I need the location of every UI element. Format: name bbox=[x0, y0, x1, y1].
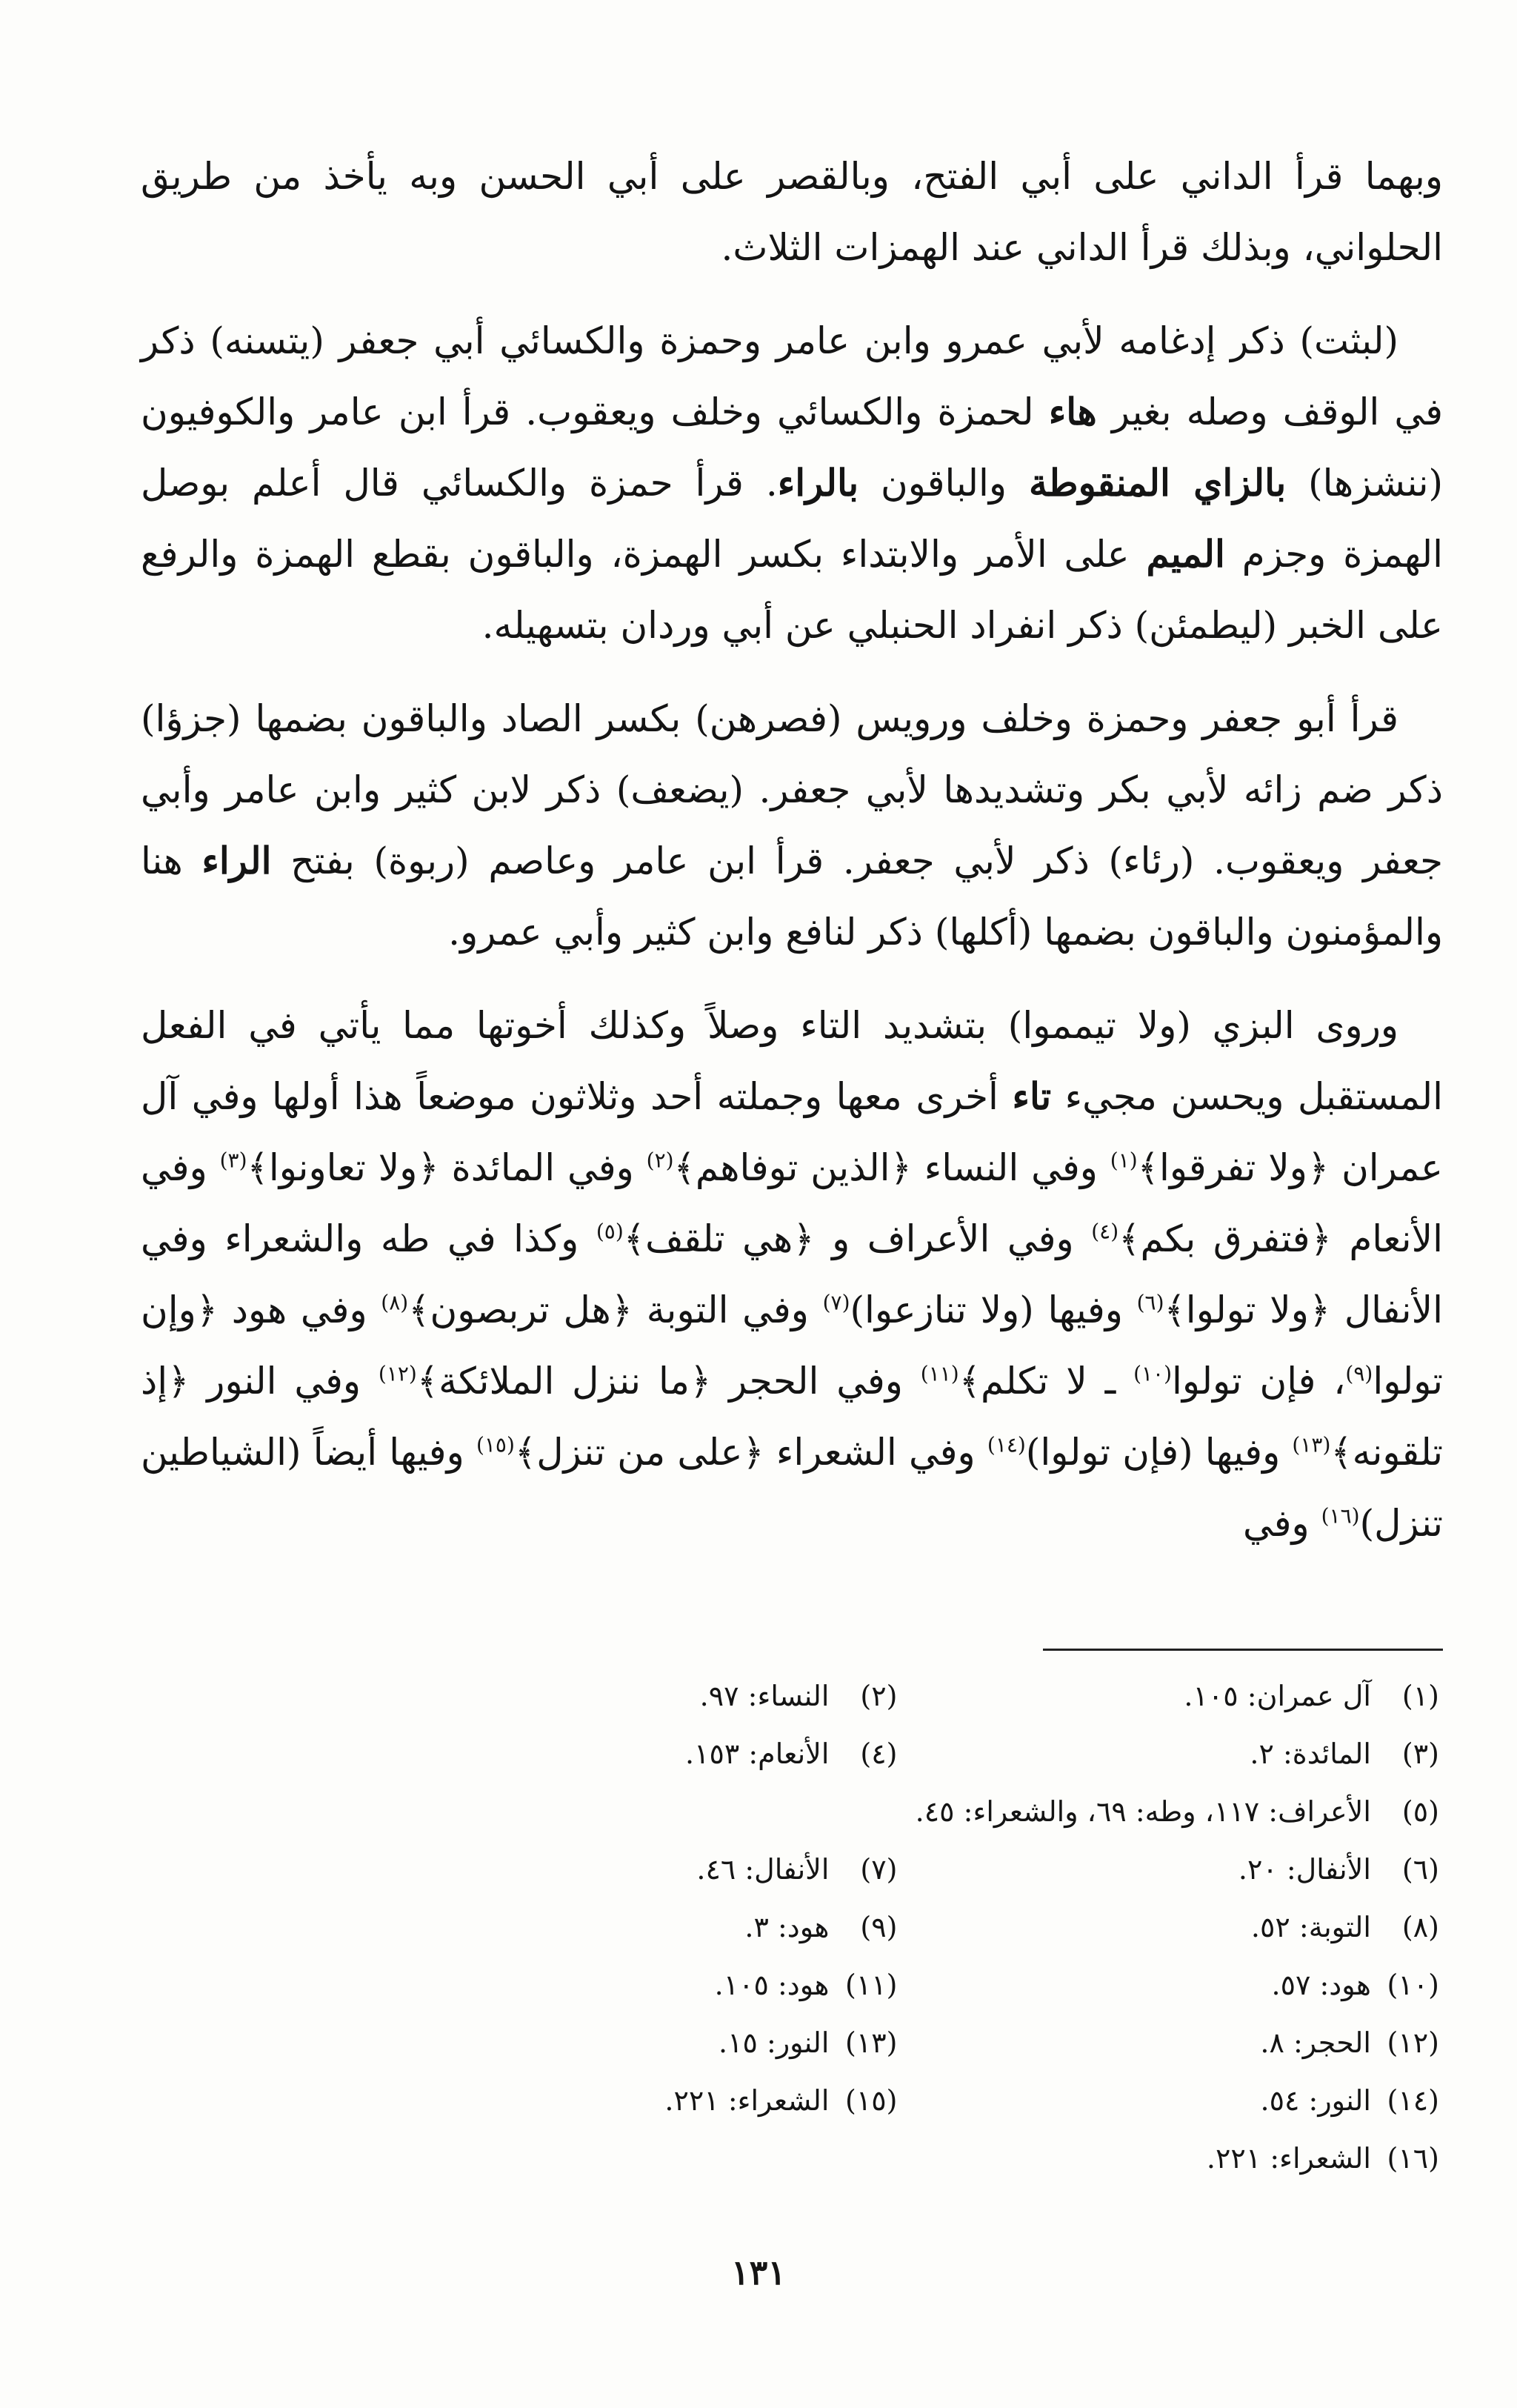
footnote-ref[interactable]: (٧) bbox=[822, 1290, 850, 1315]
paragraph-1 bbox=[141, 141, 1443, 283]
footnote-text: هود: ٥٧. bbox=[1271, 1969, 1371, 2001]
footnote-6 bbox=[987, 1840, 1440, 1898]
footnote-5 bbox=[444, 1783, 1439, 1840]
paragraph-2-part: لحمزة والكسائي وخلف ويعقوب. قرأ ابن عامر والكوفيون (ننشزها) bbox=[141, 390, 1443, 505]
footnote-text: الأنعام: ١٥٣. bbox=[684, 1737, 830, 1770]
paragraph-4-part: وفيها (ولا تنازعوا) bbox=[850, 1288, 1137, 1331]
paragraph-4-part: وكذا في طه والشعراء وفي الأنفال ﴿ولا تولوا﴾ bbox=[141, 1217, 1443, 1331]
footnote-divider bbox=[1043, 1649, 1443, 1651]
footnote-number: (٨) bbox=[1401, 1911, 1439, 1943]
footnote-number: (٩) bbox=[860, 1911, 898, 1943]
footnote-13 bbox=[444, 2014, 898, 2072]
paragraph-4-part: ـ لا تكلم﴾ bbox=[958, 1360, 1134, 1403]
footnote-text: الشعراء: ٢٢١. bbox=[1206, 2142, 1371, 2175]
footnote-text: التوبة: ٥٢. bbox=[1250, 1911, 1371, 1943]
paragraph-4-part: وفي bbox=[1242, 1502, 1321, 1545]
footnote-text: الشعراء: ٢٢١. bbox=[664, 2084, 830, 2117]
paragraph-1-text: وبهما قرأ الداني على أبي الفتح، وبالقصر على أبي الحسن وبه يأخذ من طريق الحلواني، وبذلك قرأ الداني عند الهمزات الثلاث. bbox=[141, 155, 1443, 269]
footnote-ref[interactable]: (٤) bbox=[1091, 1219, 1119, 1244]
footnote-16 bbox=[987, 2129, 1440, 2187]
paragraph-4-part: وروى البزي (ولا تيمموا) بتشديد التاء وصلاً وكذلك أخوتها مما يأتي في الفعل المستقبل ويحسن مجيء bbox=[141, 1004, 1443, 1118]
footnote-text: المائدة: ٢. bbox=[1250, 1737, 1371, 1770]
paragraph-4-part: وفيها (فإن تولوا) bbox=[1025, 1431, 1293, 1474]
footnote-number: (١٦) bbox=[1387, 2142, 1439, 2175]
bold-term: الميم bbox=[1146, 532, 1225, 576]
footnote-1 bbox=[987, 1667, 1440, 1725]
footnote-ref[interactable]: (٢) bbox=[646, 1148, 674, 1173]
footnote-number: (١٢) bbox=[1387, 2026, 1439, 2059]
footnote-ref[interactable]: (١٠) bbox=[1133, 1361, 1173, 1386]
footnote-number: (١٥) bbox=[845, 2084, 898, 2117]
footnote-text: آل عمران: ١٠٥. bbox=[1184, 1680, 1371, 1712]
footnote-ref[interactable]: (١٤) bbox=[987, 1432, 1026, 1457]
page-body bbox=[141, 141, 1443, 1581]
paragraph-4 bbox=[141, 990, 1443, 1559]
footnote-ref[interactable]: (١) bbox=[1110, 1148, 1138, 1173]
footnote-number: (٣) bbox=[1401, 1737, 1439, 1770]
footnote-2 bbox=[444, 1667, 898, 1725]
paragraph-4-part: وفي الأنعام ﴿فتفرق بكم﴾ bbox=[141, 1146, 1443, 1260]
footnote-ref[interactable]: (١١) bbox=[920, 1361, 959, 1386]
footnote-4 bbox=[444, 1725, 898, 1783]
footnote-number: (١٠) bbox=[1387, 1969, 1439, 2001]
footnote-text: الأعراف: ١١٧، وطه: ٦٩، والشعراء: ٤٥. bbox=[915, 1795, 1371, 1828]
footnote-ref[interactable]: (٩) bbox=[1345, 1361, 1373, 1386]
footnote-text: هود: ٣. bbox=[744, 1911, 830, 1943]
footnote-ref[interactable]: (٣) bbox=[219, 1148, 247, 1173]
footnote-number: (١٤) bbox=[1387, 2084, 1439, 2117]
footnotes bbox=[444, 1667, 1439, 2187]
footnote-text: النور: ٥٤. bbox=[1260, 2084, 1371, 2117]
footnote-ref[interactable]: (٨) bbox=[381, 1290, 409, 1315]
footnote-ref[interactable]: (١٢) bbox=[378, 1361, 417, 1386]
footnote-ref[interactable]: (١٦) bbox=[1321, 1503, 1360, 1529]
footnote-8 bbox=[987, 1898, 1440, 1956]
paragraph-4-part: وفي الحجر ﴿ما ننزل الملائكة﴾ bbox=[416, 1360, 921, 1403]
footnote-ref[interactable]: (٥) bbox=[596, 1219, 624, 1244]
footnote-text: النور: ١٥. bbox=[719, 2026, 830, 2059]
footnote-number: (١٣) bbox=[845, 2026, 898, 2059]
paragraph-2-part: والباقون bbox=[858, 462, 1029, 505]
paragraph-4-part: وفي المائدة ﴿ولا تعاونوا﴾ bbox=[247, 1146, 647, 1189]
bold-term: هاء bbox=[1048, 390, 1097, 433]
paragraph-2-part: . قرأ حمزة والكسائي قال أعلم بوصل الهمزة وجزم bbox=[141, 462, 1444, 576]
footnote-12 bbox=[987, 2014, 1440, 2072]
footnote-text: الأنفال: ٢٠. bbox=[1238, 1853, 1371, 1886]
paragraph-4-part: وفي هود ﴿وإن تولوا bbox=[141, 1288, 1444, 1403]
footnote-text: الحجر: ٨. bbox=[1260, 2026, 1371, 2059]
footnote-text: النساء: ٩٧. bbox=[699, 1680, 830, 1712]
paragraph-3-part: هنا والمؤمنون والباقون بضمها (أكلها) ذكر لنافع وابن كثير وأبي عمرو. bbox=[141, 839, 1443, 954]
footnote-number: (١١) bbox=[845, 1969, 898, 2001]
footnote-14 bbox=[987, 2072, 1440, 2129]
paragraph-2-part: على الأمر والابتداء بكسر الهمزة، والباقون بقطع الهمزة والرفع على الخبر (ليطمئن) ذكر انفراد الحنبلي عن أبي وردان بتسهيله. bbox=[141, 533, 1443, 647]
paragraph-4-part: وفي التوبة ﴿هل تربصون﴾ bbox=[408, 1288, 823, 1331]
bold-term: بالزاي المنقوطة bbox=[1028, 461, 1287, 505]
paragraph-4-part: وفي النساء ﴿الذين توفاهم﴾ bbox=[673, 1146, 1110, 1189]
footnote-text: الأنفال: ٤٦. bbox=[696, 1853, 830, 1886]
paragraph-4-part: وفي النور ﴿إذ تلقونه﴾ bbox=[141, 1360, 1443, 1474]
footnote-ref[interactable]: (١٣) bbox=[1292, 1432, 1331, 1457]
footnote-number: (٤) bbox=[860, 1737, 898, 1770]
paragraph-2-part: (لبثت) ذكر إدغامه لأبي عمرو وابن عامر وحمزة والكسائي أبي جعفر (يتسنه) ذكر في الوقف وصله بغير bbox=[141, 319, 1443, 433]
footnote-text: هود: ١٠٥. bbox=[714, 1969, 830, 2001]
bold-term: تاء bbox=[1012, 1074, 1052, 1118]
paragraph-4-part: وفي الشعراء ﴿على من تنزل﴾ bbox=[514, 1431, 987, 1474]
footnote-15 bbox=[444, 2072, 898, 2129]
paragraph-3-part: قرأ أبو جعفر وحمزة وخلف ورويس (فصرهن) بكسر الصاد والباقون بضمها (جزؤا) ذكر ضم زائه لأبي بكر وتشديدها لأبي جعفر. (يضعف) ذكر لابن كثير وابن عامر وأبي جعفر ويعقوب. (رئاء) ذكر لأبي جعفر. قرأ ابن عامر وعاصم (ربوة) بفتح bbox=[141, 697, 1443, 882]
bold-term: بالراء bbox=[777, 461, 859, 505]
footnote-ref[interactable]: (٦) bbox=[1136, 1290, 1164, 1315]
paragraph-4-part: وفي الأعراف و ﴿هي تلقف﴾ bbox=[623, 1217, 1092, 1260]
footnote-number: (٥) bbox=[1401, 1795, 1439, 1828]
bold-term: الراء bbox=[201, 839, 272, 882]
footnote-number: (٦) bbox=[1401, 1853, 1439, 1886]
footnote-3 bbox=[987, 1725, 1440, 1783]
footnote-ref[interactable]: (١٥) bbox=[476, 1432, 515, 1457]
footnote-9 bbox=[444, 1898, 898, 1956]
footnote-number: (٧) bbox=[860, 1853, 898, 1886]
paragraph-4-part: أخرى معها وجملته أحد وثلاثون موضعاً هذا أولها وفي آل عمران ﴿ولا تفرقوا﴾ bbox=[141, 1075, 1444, 1189]
footnote-11 bbox=[444, 1956, 898, 2014]
footnote-10 bbox=[987, 1956, 1440, 2014]
paragraph-4-part: وفيها أيضاً (الشياطين تنزل) bbox=[141, 1431, 1443, 1545]
paragraph-4-part: ، فإن تولوا bbox=[1172, 1360, 1346, 1403]
footnote-number: (٢) bbox=[860, 1680, 898, 1712]
paragraph-3 bbox=[141, 683, 1443, 968]
paragraph-2 bbox=[141, 305, 1443, 661]
footnote-number: (١) bbox=[1401, 1680, 1439, 1712]
footnote-7 bbox=[444, 1840, 898, 1898]
page-number: ١٣١ bbox=[730, 2252, 787, 2292]
